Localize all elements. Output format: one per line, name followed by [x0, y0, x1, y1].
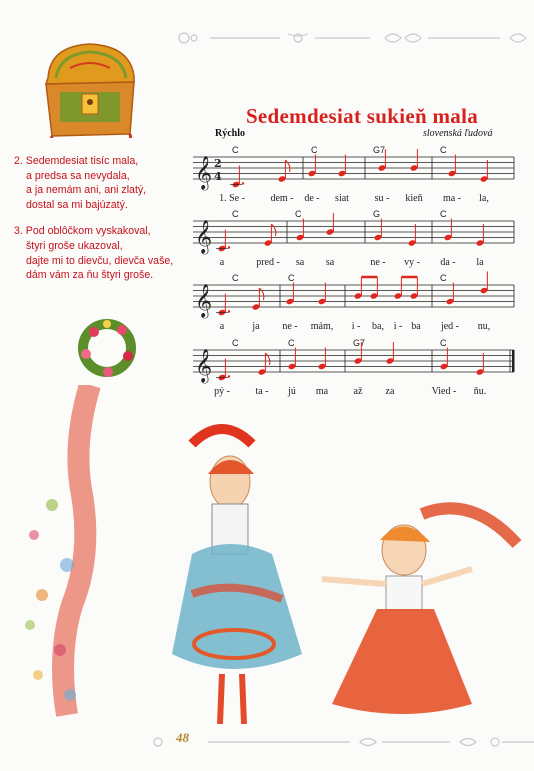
- time-signature: 2: [214, 157, 222, 170]
- note-flag: [259, 288, 264, 300]
- lyric-syllable: sa: [295, 257, 305, 268]
- chord-symbol: C: [288, 338, 295, 348]
- chord-symbol: C: [232, 273, 239, 283]
- lyric-syllable: de -: [304, 193, 320, 204]
- chord-symbol: C: [232, 145, 239, 155]
- chord-symbol: C: [440, 209, 447, 219]
- treble-clef-icon: 𝄞: [195, 219, 213, 253]
- lyric-syllable: ne -: [282, 321, 298, 332]
- note-dot: [228, 310, 230, 312]
- treble-clef-icon: 𝄞: [195, 155, 213, 189]
- lyric-syllable: da -: [440, 257, 456, 268]
- lyric-syllable: la: [476, 257, 484, 268]
- chord-symbol: C: [232, 209, 239, 219]
- chord-symbol: G7: [373, 145, 386, 155]
- verse-line: 3. Pod oblôčkom vyskakoval,: [14, 225, 151, 238]
- verse-line: dajte mi to dievču, dievča vaše,: [26, 254, 174, 267]
- wreath-illustration: [74, 312, 144, 392]
- chord-symbol: C: [232, 338, 239, 348]
- tempo-marking: Rýchlo: [215, 128, 245, 139]
- verse-line: dám vám za ňu štyri groše.: [26, 269, 154, 282]
- verse-line: a predsa sa nevydala,: [26, 169, 130, 182]
- lyric-syllable: kieň: [405, 193, 423, 204]
- lyric-syllable: 1. Se -: [219, 193, 245, 204]
- note-flag: [265, 353, 270, 365]
- note-dot: [242, 182, 244, 184]
- lyric-syllable: ba,: [372, 321, 384, 332]
- verse-line: 2. Sedemdesiat tisíc mala,: [14, 155, 139, 167]
- chord-symbol: G: [373, 209, 381, 219]
- treble-clef-icon: 𝄞: [195, 283, 213, 317]
- chord-symbol: C: [440, 273, 447, 283]
- lyric-syllable: sa: [325, 257, 335, 268]
- lyric-syllable: i -: [393, 321, 403, 332]
- lyric-syllable: pý -: [214, 386, 230, 397]
- music-system: [193, 272, 514, 333]
- chord-symbol: C: [311, 145, 318, 155]
- lyric-syllable: la,: [479, 193, 489, 204]
- verse-line: dostal sa mi bajúzatý.: [26, 198, 128, 211]
- lyric-syllable: a: [219, 257, 225, 268]
- lyric-syllable: i -: [351, 321, 361, 332]
- verse-line: a ja nemám ani, ani zlatý,: [26, 184, 147, 197]
- lyric-syllable: vy -: [404, 257, 420, 268]
- lyric-syllable: a: [219, 321, 225, 332]
- lyric-syllable: jed -: [440, 321, 460, 332]
- lyric-syllable: ba: [411, 321, 421, 332]
- lyric-syllable: ma -: [442, 193, 462, 204]
- page-number: 48: [176, 730, 189, 745]
- lyric-syllable: ta -: [255, 386, 269, 397]
- note-dot: [228, 375, 230, 377]
- lyric-syllable: su -: [374, 193, 390, 204]
- lyric-syllable: nu,: [477, 321, 491, 332]
- note-dot: [228, 246, 230, 248]
- time-signature: 4: [214, 170, 222, 183]
- lyric-syllable: siat: [335, 193, 349, 204]
- lyric-syllable: mám,: [310, 321, 334, 332]
- note-flag: [271, 224, 276, 236]
- lyric-syllable: za: [385, 386, 395, 397]
- song-title: Sedemdesiat sukieň mala: [245, 104, 479, 129]
- lyric-syllable: až: [353, 386, 363, 397]
- dancing-girls-illustration: [172, 404, 522, 734]
- lyric-syllable: jú: [288, 386, 296, 397]
- chord-symbol: C: [288, 273, 295, 283]
- lyric-syllable: ňu.: [473, 386, 487, 397]
- music-system: [193, 145, 514, 204]
- lyric-syllable: ne -: [370, 257, 386, 268]
- music-system: [193, 338, 515, 397]
- music-system: [193, 209, 514, 268]
- final-bar-line: [512, 350, 515, 372]
- song-source: slovenská ľudová: [423, 128, 493, 139]
- chord-symbol: C: [440, 145, 447, 155]
- lyric-syllable: dem -: [270, 193, 294, 204]
- treble-clef-icon: 𝄞: [195, 348, 213, 382]
- chord-symbol: G7: [353, 338, 366, 348]
- ribbon-splash-illustration: [12, 385, 102, 725]
- verse-line: štyri groše ukazoval,: [26, 239, 123, 252]
- lyric-syllable: ja: [252, 321, 260, 332]
- chord-symbol: C: [295, 209, 302, 219]
- lyric-syllable: Vied -: [431, 386, 457, 397]
- note-flag: [285, 160, 290, 172]
- lyric-syllable: pred -: [256, 257, 280, 268]
- chord-symbol: C: [440, 338, 447, 348]
- lyric-syllable: ma: [315, 386, 329, 397]
